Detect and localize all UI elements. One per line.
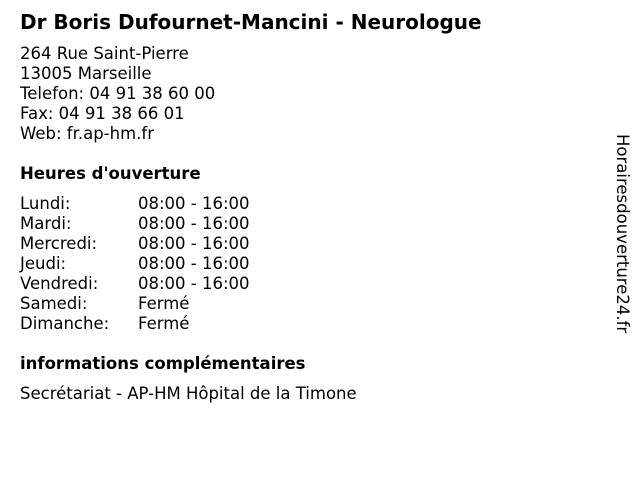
website: Web: fr.ap-hm.fr	[20, 124, 155, 143]
hours-row-wednesday	[20, 234, 250, 254]
day-label: Mercredi:	[20, 234, 98, 253]
hours-row-friday	[20, 274, 250, 294]
day-label: Vendredi:	[20, 274, 99, 293]
hours-row-tuesday	[20, 214, 250, 234]
hours-table	[20, 194, 250, 334]
contact-block	[20, 44, 215, 144]
time-value: 08:00 - 16:00	[138, 274, 250, 293]
address-city: 13005 Marseille	[20, 64, 152, 83]
hours-row-monday	[20, 194, 250, 214]
day-label: Samedi:	[20, 294, 88, 313]
time-value: Fermé	[138, 314, 190, 333]
hours-row-thursday	[20, 254, 250, 274]
hours-row-saturday	[20, 294, 250, 314]
hours-row-sunday	[20, 314, 250, 334]
day-label: Mardi:	[20, 214, 72, 233]
fax-number: Fax: 04 91 38 66 01	[20, 104, 185, 123]
time-value: 08:00 - 16:00	[138, 214, 250, 233]
brand-watermark: Horairesdouverture24.fr	[613, 134, 632, 334]
day-label: Jeudi:	[20, 254, 67, 273]
info-heading: informations complémentaires	[20, 354, 306, 373]
time-value: 08:00 - 16:00	[138, 254, 250, 273]
time-value: Fermé	[138, 294, 190, 313]
address-street: 264 Rue Saint-Pierre	[20, 44, 189, 63]
day-label: Dimanche:	[20, 314, 110, 333]
time-value: 08:00 - 16:00	[138, 194, 250, 213]
hours-heading: Heures d'ouverture	[20, 164, 201, 183]
time-value: 08:00 - 16:00	[138, 234, 250, 253]
day-label: Lundi:	[20, 194, 71, 213]
info-text: Secrétariat - AP-HM Hôpital de la Timone	[20, 384, 357, 403]
page-title: Dr Boris Dufournet-Mancini - Neurologue	[20, 10, 482, 34]
phone-number: Telefon: 04 91 38 60 00	[20, 84, 216, 103]
